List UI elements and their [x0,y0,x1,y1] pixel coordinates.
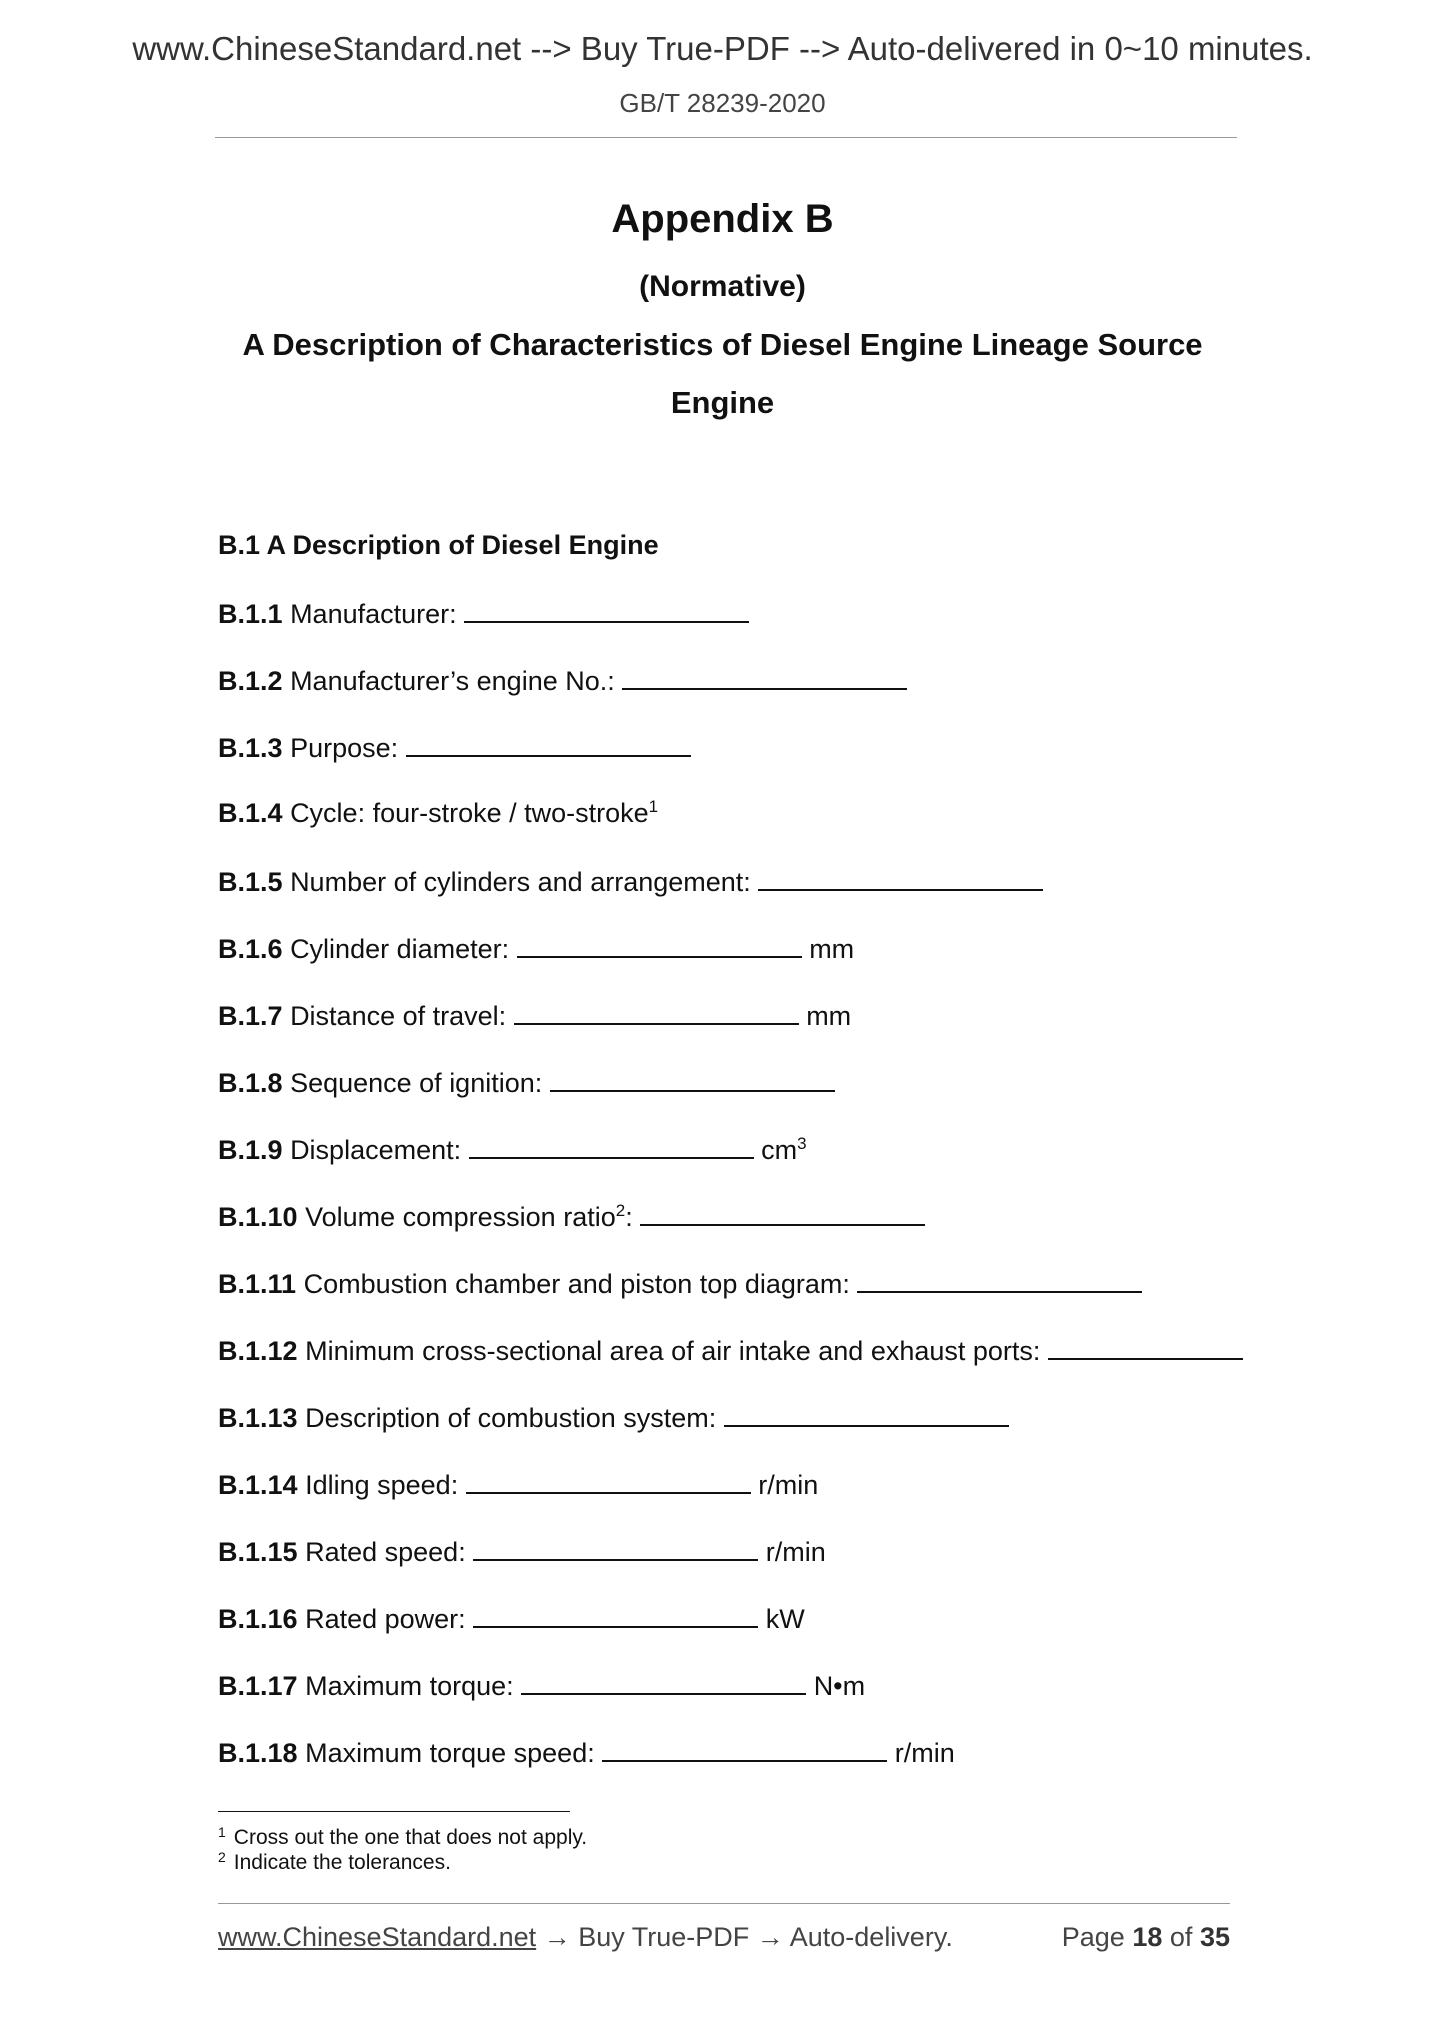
blank-field [758,865,1043,891]
blank-field [406,731,691,757]
list-item [218,999,851,1032]
footnote-divider [218,1811,570,1812]
list-item [218,664,907,697]
page-number: 18 [1132,1922,1163,1952]
item-number: B.1.8 [218,1068,283,1098]
list-item [218,1669,865,1702]
list-item [218,1602,805,1635]
item-number: B.1.14 [218,1470,298,1500]
list-item [218,731,691,764]
blank-field [469,1133,754,1159]
footnote [218,1851,451,1875]
item-number: B.1.2 [218,666,283,696]
item-label: Maximum torque speed: [305,1738,595,1768]
item-number: B.1.15 [218,1537,298,1567]
item-label: Volume compression ratio [305,1202,616,1232]
item-unit: r/min [758,1470,819,1500]
blank-field [473,1535,758,1561]
item-unit: N•m [813,1671,866,1701]
item-label: Maximum torque: [305,1671,514,1701]
item-label: Rated power: [305,1604,466,1634]
item-label: Rated speed: [305,1537,466,1567]
item-number: B.1.7 [218,1001,283,1031]
list-item [218,1066,835,1099]
page-total: 35 [1199,1922,1230,1952]
blank-field [473,1602,758,1628]
item-number: B.1.6 [218,934,283,964]
blank-field [602,1736,887,1762]
item-unit: mm [809,934,855,964]
list-item [218,865,1043,898]
list-item [218,932,854,965]
list-item [218,1535,826,1568]
footnote-mark: 1 [218,1824,226,1840]
item-unit: r/min [894,1738,955,1768]
item-unit: mm [806,1001,852,1031]
list-item [218,1200,925,1233]
item-label: Purpose: [290,733,399,763]
blank-field [1048,1334,1243,1360]
item-label: Manufacturer: [290,599,457,629]
item-number: B.1.11 [218,1269,297,1299]
item-label: Displacement: [290,1135,462,1165]
item-label: Number of cylinders and arrangement: [290,867,751,897]
header-banner: www.ChineseStandard.net --> Buy True-PDF --> Auto-delivered in 0~10 minutes. [132,30,1313,67]
of-label: of [1169,1922,1193,1952]
item-label: Minimum cross-sectional area of air intake and exhaust ports: [305,1336,1041,1366]
footer-link[interactable]: www.ChineseStandard.net [218,1922,537,1952]
item-label-tail: : [625,1202,633,1232]
blank-field [622,664,907,690]
item-number: B.1.5 [218,867,283,897]
item-number: B.1.18 [218,1738,298,1768]
footnote [218,1826,587,1850]
footnote-text: Cross out the one that does not apply. [233,1826,588,1849]
blank-field [514,999,799,1025]
list-item [218,1133,807,1166]
item-unit: kW [765,1604,805,1634]
footer-tail: → Buy True-PDF → Auto-delivery. [536,1922,953,1952]
footer-divider [218,1903,1230,1904]
page-indicator [1062,1922,1230,1953]
blank-field [517,932,802,958]
item-number: B.1.10 [218,1202,298,1232]
item-label: Sequence of ignition: [290,1068,543,1098]
item-number: B.1.9 [218,1135,283,1165]
list-item [218,1334,1243,1367]
item-number: B.1.4 [218,798,283,828]
list-item [218,798,658,829]
item-number: B.1.13 [218,1403,298,1433]
footer-promo [218,1922,953,1953]
footnote-ref: 1 [648,797,659,816]
appendix-title: Appendix B [611,197,834,241]
footnote-mark: 2 [218,1849,226,1865]
blank-field [521,1669,806,1695]
blank-field [466,1468,751,1494]
appendix-type: (Normative) [639,270,806,303]
blank-field [857,1267,1142,1293]
footnote-ref: 2 [615,1201,626,1220]
item-label: Distance of travel: [290,1001,507,1031]
header-divider [215,137,1237,138]
appendix-heading-line2: Engine [670,385,775,420]
item-number: B.1.16 [218,1604,298,1634]
item-unit: cm [761,1135,798,1165]
item-label: Cycle: four-stroke / two-stroke [290,798,649,828]
blank-field [464,597,749,623]
list-item [218,1468,818,1501]
item-number: B.1.1 [218,599,283,629]
item-number: B.1.3 [218,733,283,763]
item-label: Cylinder diameter: [290,934,510,964]
item-label: Manufacturer’s engine No.: [290,666,615,696]
item-label: Combustion chamber and piston top diagram: [303,1269,850,1299]
page-label: Page [1061,1922,1125,1952]
item-label: Description of combustion system: [305,1403,717,1433]
standard-number: GB/T 28239-2020 [619,88,826,118]
item-unit: r/min [765,1537,826,1567]
item-number: B.1.12 [218,1336,298,1366]
blank-field [640,1200,925,1226]
blank-field [724,1401,1009,1427]
list-item [218,1401,1009,1434]
section-title: B.1 A Description of Diesel Engine [218,530,659,560]
list-item [218,1267,1142,1300]
unit-superscript: 3 [797,1134,807,1153]
list-item [218,1736,955,1769]
item-label: Idling speed: [305,1470,459,1500]
list-item [218,597,749,630]
blank-field [550,1066,835,1092]
footnote-text: Indicate the tolerances. [233,1851,451,1874]
appendix-heading-line1: A Description of Characteristics of Diesel Engine Lineage Source [242,327,1203,362]
item-number: B.1.17 [218,1671,298,1701]
